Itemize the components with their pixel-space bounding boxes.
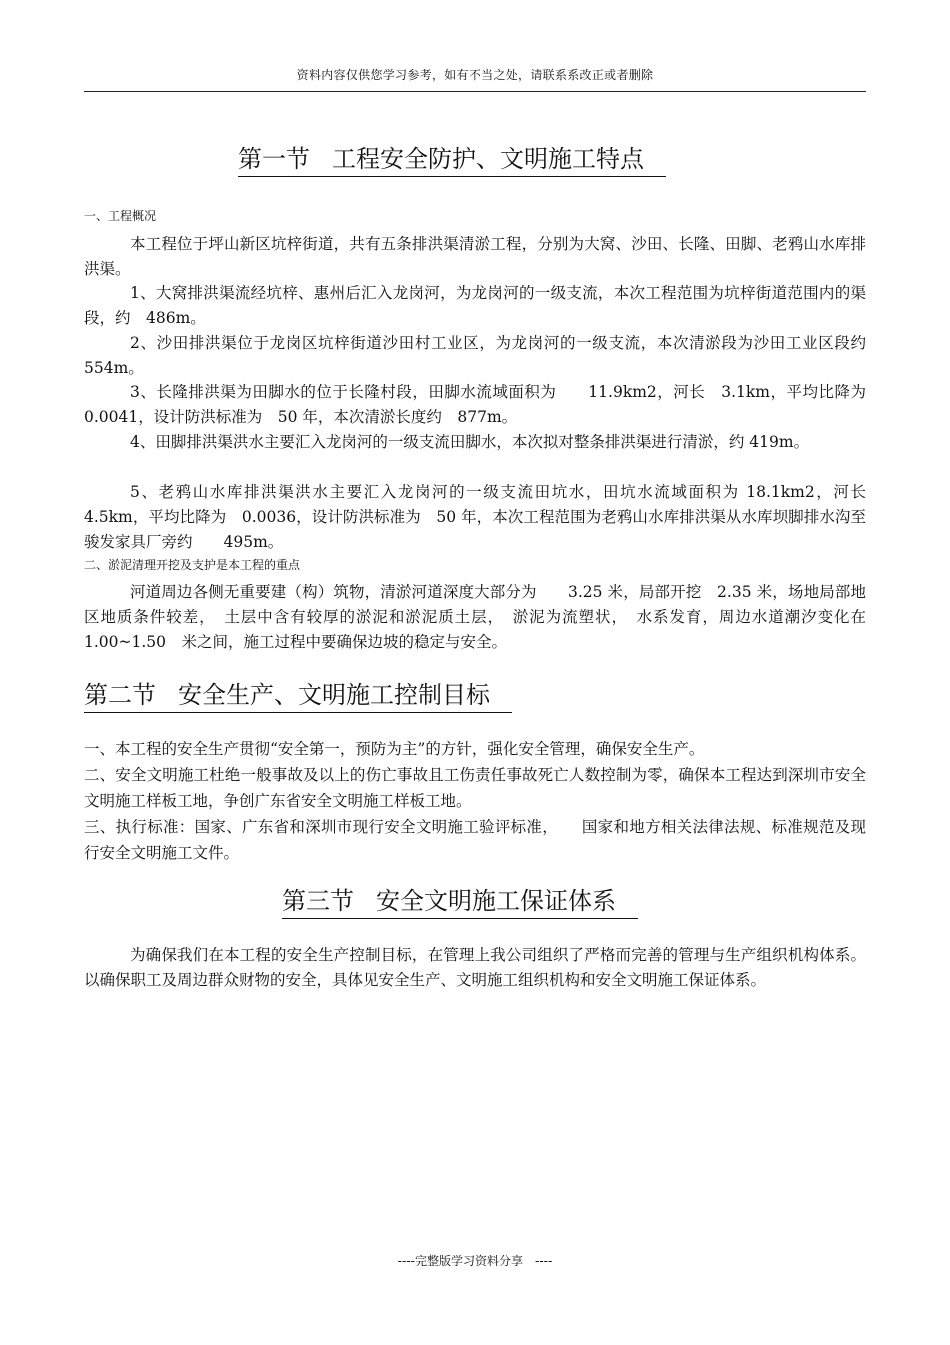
section2-item-zero-accidents: 二、安全文明施工杜绝一般事故及以上的伤亡事故且工伤责任事故死亡人数控制为零，确保本工程达到深圳市安全文明施工样板工地，争创广东省安全文明施工样板工地。: [84, 766, 866, 810]
section1-item-laoyashan: 5、老鸦山水库排洪渠洪水主要汇入龙岗河的一级支流田坑水，田坑水流域面积为 18.1km2，河长 4.5km，平均比降为 0.0036，设计防洪标准为 50 年，本次工程范围为老鸦山水库排洪渠从水库坝脚排水沟至骏发家具厂旁约 495m。: [84, 483, 866, 551]
header-divider: [84, 91, 866, 92]
page-header-note: 资料内容仅供您学习参考，如有不当之处，请联系系改正或者删除: [296, 68, 654, 82]
section1-subheading-key-point: 二、淤泥清理开挖及支护是本工程的重点: [84, 558, 301, 572]
section3-paragraph: 为确保我们在本工程的安全生产控制目标，在管理上我公司组织了严格而完善的管理与生产组织机构体系。以确保职工及周边群众财物的安全，具体见安全生产、文明施工组织机构和安全文明施工保证体系。: [84, 946, 866, 989]
section3-title-prefix: 第三节: [282, 887, 354, 915]
section1-intro-paragraph: 本工程位于坪山新区坑梓街道，共有五条排洪渠清淤工程，分别为大窝、沙田、长隆、田脚、老鸦山水库排洪渠。: [84, 235, 866, 278]
section1-item-changlong: 3、长隆排洪渠为田脚水的位于长隆村段，田脚水流域面积为 11.9km2，河长 3.1km，平均比降为 0.0041，设计防洪标准为 50 年，本次清淤长度约 877m。: [84, 383, 882, 426]
section2-title-prefix: 第二节: [84, 681, 156, 709]
section1-subheading-overview: 一、工程概况: [84, 209, 157, 223]
section3-title: [282, 886, 638, 919]
section1-item-dawo: 1、大窝排洪渠流经坑梓、惠州后汇入龙岗河，为龙岗河的一级支流，本次工程范围为坑梓街道范围内的渠段，约 486m。: [84, 284, 866, 327]
section2-item-policy: 一、本工程的安全生产贯彻“安全第一，预防为主”的方针，强化安全管理，确保安全生产。: [84, 740, 705, 758]
page-footer-note: ----完整版学习资料分享 ----: [397, 1254, 553, 1268]
section1-item-shatian: 2、沙田排洪渠位于龙岗区坑梓街道沙田村工业区，为龙岗河的一级支流，本次清淤段为沙田工业区段约 554m。: [84, 334, 882, 377]
section1-title: [238, 144, 666, 177]
section1-item-tianjiao: 4、田脚排洪渠洪水主要汇入龙岗河的一级支流田脚水，本次拟对整条排洪渠进行清淤，约 419m。: [130, 433, 810, 451]
section3-title-text: 安全文明施工保证体系: [376, 887, 616, 915]
section2-title-text: 安全生产、文明施工控制目标: [178, 681, 490, 709]
section1-title-prefix: 第一节: [238, 145, 310, 173]
section1-title-text: 工程安全防护、文明施工特点: [332, 145, 644, 173]
section2-item-standards: 三、执行标准：国家、广东省和深圳市现行安全文明施工验评标准， 国家和地方相关法律法规、标准规范及现行安全文明施工文件。: [84, 818, 866, 862]
section2-title: [84, 680, 512, 713]
section1-key-point-paragraph: 河道周边各侧无重要建（构）筑物，清淤河道深度大部分为 3.25 米，局部开挖 2.35 米，场地局部地区地质条件较差， 土层中含有较厚的淤泥和淤泥质土层， 淤泥为流塑状， 水系发育，周边水道潮汐变化在 1.00~1.50 米之间，施工过程中要确保边坡的稳定与安全。: [84, 583, 882, 651]
